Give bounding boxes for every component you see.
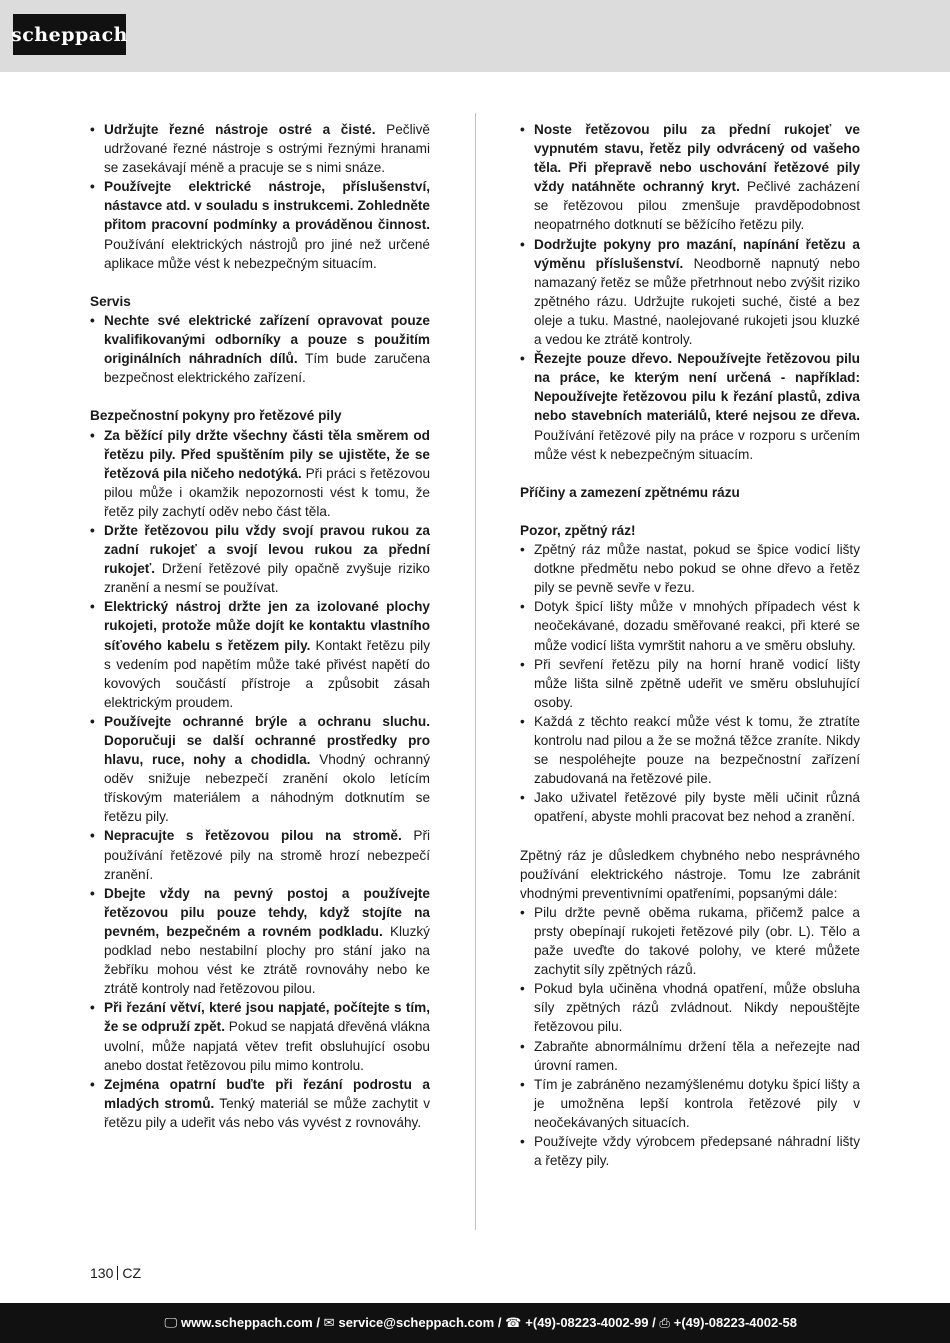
list-item: • Držte řetězovou pilu vždy svojí pravou rukou za zadní rukojeť a svojí levou rukou za přední rukojeť. Držení řetězové pily opačně zvyšuje riziko zranění a nesmí se používat. <box>90 521 430 597</box>
page-header <box>0 0 950 72</box>
list-item: • Pilu držte pevně oběma rukama, přičemž palce a prsty obepínají rukojeti řetězové pily (obr. L). Tělo a paže uveďte do takové polohy, ve které můžete zachytit síly zpětných rázů. <box>520 903 860 979</box>
chainsaw-safety-list-continued <box>520 120 860 464</box>
list-item: • Zabraňte abnormálnímu držení těla a neřezejte nad úrovní ramen. <box>520 1037 860 1075</box>
prevention-list <box>520 903 860 1170</box>
list-item: • Noste řetězovou pilu za přední rukojeť ve vypnutém stavu, řetěz pily odvrácený od vašeho těla. Při přepravě nebo uschování řetězové pily vždy natáhněte ochranný kryt. Pečlivé zacházení se řetězovou pilou zmenšuje pravděpodobnost neopatrného dotknutí se běžícího řetězu pily. <box>520 120 860 235</box>
list-item: • Dbejte vždy na pevný postoj a používejte řetězovou pilu pouze tehdy, když stojíte na pevném, bezpečném a rovném podkladu. Kluzký podklad nebo nestabilní plochy pro stání jako na žebříku mohou vést ke ztrátě rovnováhy nebo ke ztrátě kontroly nad řetězovou pilou. <box>90 884 430 999</box>
kickback-warning-heading: Pozor, zpětný ráz! <box>520 522 636 538</box>
kickback-paragraph: Zpětný ráz je důsledkem chybného nebo nesprávného používání elektrického nástroje. Tomu lze zabránit vhodnými preventivními opatřeními, popsanými dále: <box>520 847 860 901</box>
list-item: • Jako uživatel řetězové pily byste měli učinit různá opatření, abyste mohli pracovat bez nehod a zranění. <box>520 788 860 826</box>
list-item: • Udržujte řezné nástroje ostré a čisté. Pečlivě udržované řezné nástroje s ostrými řeznými hranami se zasekávají méně a pracuje se s nimi snáze. <box>90 120 430 177</box>
list-item: • Používejte vždy výrobcem předepsané náhradní lišty a řetězy pily. <box>520 1132 860 1170</box>
chainsaw-safety-heading: Bezpečnostní pokyny pro řetězové pily <box>90 408 342 424</box>
list-item: • Elektrický nástroj držte jen za izolované plochy rukojeti, protože může dojít ke kontaktu vlastního síťového kabelu s řetězem pily. Kontakt řetězu pily s vedením pod napětím může také přivést napětí do kovových součástí přístroje a způsobit zásah elektrickým proudem. <box>90 597 430 712</box>
servis-list <box>90 311 430 387</box>
list-item: • Zejména opatrní buďte při řezání podrostu a mladých stromů. Tenký materiál se může zachytit v řetězu pily a udeřit vás nebo vás vyvést z rovnováhy. <box>90 1075 430 1132</box>
scheppach-logo: scheppach <box>13 14 126 55</box>
list-item: • Nechte své elektrické zařízení opravovat pouze kvalifikovanými odborníky a pouze s použitím originálních náhradních dílů. Tím bude zaručena bezpečnost elektrického zařízení. <box>90 311 430 387</box>
tool-care-list <box>90 120 430 273</box>
monitor-icon: 🖵 <box>164 1315 177 1330</box>
page-number-separator <box>117 1266 118 1280</box>
page-number-value: 130 <box>90 1265 114 1281</box>
page-language: CZ <box>122 1265 142 1281</box>
list-item: • Každá z těchto reakcí může vést k tomu, že ztratíte kontrolu nad pilou a že se možná těžce zraníte. Nikdy se nespoléhejte pouze na bezpečnostní zařízení zabudovaná na řetězové pile. <box>520 712 860 788</box>
envelope-icon: ✉ <box>323 1315 335 1330</box>
page-footer <box>0 1303 950 1343</box>
servis-heading: Servis <box>90 293 131 309</box>
list-item: • Řezejte pouze dřevo. Nepoužívejte řetězovou pilu na práce, ke kterým není určená - například: Nepoužívejte řetězovou pilu k řezání plastů, zdiva nebo stavebních materiálů, které nejsou ze dřeva. Používání řetězové pily na práce v rozporu s určením může vést k nebezpečným situacím. <box>520 349 860 464</box>
right-column <box>520 120 860 1170</box>
list-item: • Pokud byla učiněna vhodná opatření, může obsluha síly zpětných rázů zvládnout. Nikdy nepouštějte řetězovou pilu. <box>520 979 860 1036</box>
list-item: • Dodržujte pokyny pro mazání, napínání řetězu a výměnu příslušenství. Neodborně napnutý nebo namazaný řetěz se může přetrhnout nebo zvýšit riziko zpětného rázu. Udržujte rukojeti suché, čisté a bez oleje a tuku. Mastné, naolejované rukojeti jsou kluzké a vedou ke ztrátě kontroly. <box>520 235 860 350</box>
list-item: • Tím je zabráněno nezamýšlenému dotyku špicí lišty a je umožněna lepší kontrola řetězové pily v neočekávaných situacích. <box>520 1075 860 1132</box>
list-item: • Zpětný ráz může nastat, pokud se špice vodicí lišty dotkne předmětu nebo pokud se ohne dřevo a řetěz pily se pevně sevře v řezu. <box>520 540 860 597</box>
kickback-heading: Příčiny a zamezení zpětnému rázu <box>520 484 740 500</box>
column-divider <box>475 113 476 1230</box>
kickback-list <box>520 540 860 826</box>
footer-email[interactable]: ✉ service@scheppach.com / <box>323 1315 502 1330</box>
left-column <box>90 120 430 1132</box>
list-item: • Používejte elektrické nástroje, příslušenství, nástavce atd. v souladu s instrukcemi. Zohledněte přitom pracovní podmínky a prováděnou činnost. Používání elektrických nástrojů pro jiné než určené aplikace může vést k nebezpečným situacím. <box>90 177 430 272</box>
page-number <box>90 1265 141 1281</box>
list-item: • Dotyk špicí lišty může v mnohých případech vést k neočekávané, dozadu směřované reakci, při které se může vodicí lišta vymrštit nahoru a ve směru obsluhy. <box>520 597 860 654</box>
list-item: • Při sevření řetězu pily na horní hraně vodicí lišty může lišta silně zpětně udeřit ve směru obsluhující osoby. <box>520 655 860 712</box>
list-item: • Při řezání větví, které jsou napjaté, počítejte s tím, že se odpruží zpět. Pokud se napjatá dřevěná vlákna uvolní, může napjatá větev trefit obsluhující osobu anebo dostat řetězovou pilu mimo kontrolu. <box>90 998 430 1074</box>
footer-fax[interactable]: ⎙ +(49)-08223-4002-58 <box>659 1315 797 1330</box>
list-item: • Nepracujte s řetězovou pilou na stromě. Při používání řetězové pily na stromě hrozí nebezpečí zranění. <box>90 826 430 883</box>
list-item: • Za běžící pily držte všechny části těla směrem od řetězu pily. Před spuštěním pily se ujistěte, že se řetězová pila ničeho nedotýká. Při práci s řetězovou pilou může i okamžik nepozornosti vést k tomu, že řetěz pily zachytí oděv nebo část těla. <box>90 426 430 521</box>
phone-icon: ☎ <box>505 1315 522 1330</box>
list-item: • Používejte ochranné brýle a ochranu sluchu. Doporučuji se další ochranné prostředky pro hlavu, ruce, nohy a chodidla. Vhodný ochranný oděv snižuje nebezpečí zranění okolo letícím třískovým materiálem a náhodným dotknutím se řetězu pily. <box>90 712 430 827</box>
fax-icon: ⎙ <box>659 1315 670 1330</box>
footer-web[interactable]: 🖵 www.scheppach.com / <box>164 1315 320 1330</box>
footer-phone[interactable]: ☎ +(49)-08223-4002-99 / <box>505 1315 656 1330</box>
chainsaw-safety-list <box>90 426 430 1132</box>
